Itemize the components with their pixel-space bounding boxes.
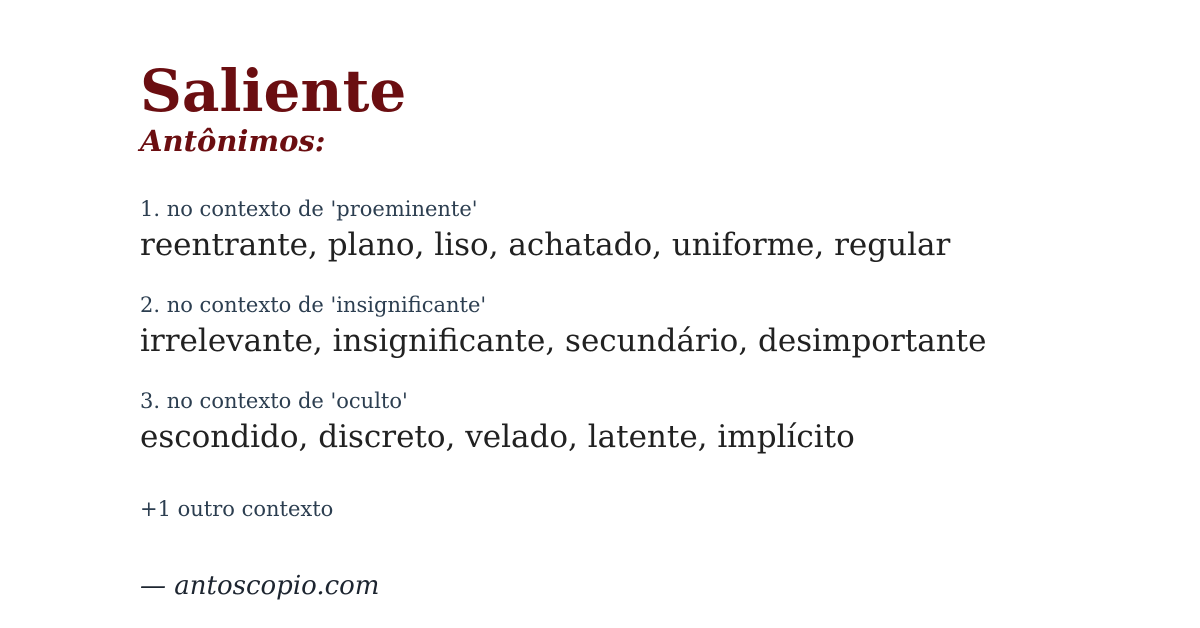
context-label-1: 1. no contexto de 'proeminente' xyxy=(140,196,478,221)
antonyms-subtitle: Antônimos: xyxy=(140,124,326,158)
attribution-text: — antoscopio.com xyxy=(140,571,380,602)
context-label-3: 3. no contexto de 'oculto' xyxy=(140,388,408,413)
antonym-sections xyxy=(140,196,1140,457)
antonym-list-2: irrelevante, insignificante, secundário, desimportante xyxy=(140,323,987,360)
antonym-section-2 xyxy=(140,292,1140,361)
antonym-list-1: reentrante, plano, liso, achatado, uniforme, regular xyxy=(140,227,951,264)
word-title: Saliente xyxy=(140,57,407,125)
antonym-section-1 xyxy=(140,196,1140,265)
context-label-2: 2. no contexto de 'insignificante' xyxy=(140,292,487,317)
antonym-list-3: escondido, discreto, velado, latente, implícito xyxy=(140,419,855,456)
antonym-section-3 xyxy=(140,388,1140,457)
more-contexts-link[interactable]: +1 outro contexto xyxy=(140,497,334,522)
